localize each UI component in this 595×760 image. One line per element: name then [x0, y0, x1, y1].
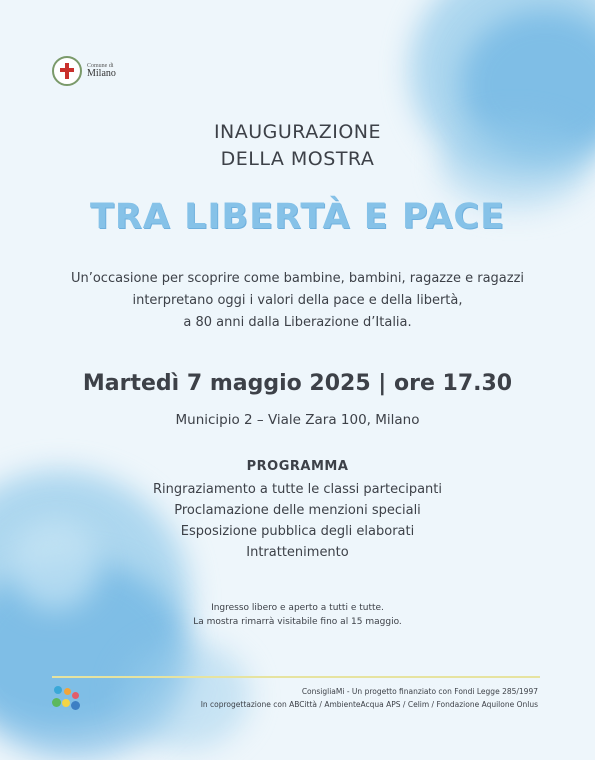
description-line: a 80 anni dalla Liberazione d’Italia.	[183, 315, 412, 330]
consigliami-logo-icon	[52, 686, 82, 712]
event-description	[0, 268, 595, 334]
milano-crest-icon	[52, 56, 82, 86]
event-notes	[0, 601, 595, 629]
event-place: Municipio 2 – Viale Zara 100, Milano	[175, 412, 420, 428]
logo-small-text: Comune di	[87, 63, 114, 69]
footer-divider	[52, 676, 540, 678]
program-item: Proclamazione delle menzioni speciali	[174, 503, 421, 518]
event-kicker-line1: INAUGURAZIONE	[213, 121, 382, 143]
note-line: La mostra rimarrà visitabile fino al 15 maggio.	[193, 617, 402, 627]
program-item: Intrattenimento	[246, 545, 349, 560]
event-title: TRA LIBERTÀ E PACE	[89, 197, 506, 237]
program-list	[0, 479, 595, 563]
program-item: Ringraziamento a tutte le classi partecipanti	[152, 482, 443, 497]
event-kicker-line2: DELLA MOSTRA	[220, 148, 375, 170]
program-item: Esposizione pubblica degli elaborati	[180, 524, 415, 539]
event-date: Martedì 7 maggio 2025 | ore 17.30	[82, 371, 513, 396]
note-line: Ingresso libero e aperto a tutti e tutte.	[211, 603, 384, 613]
footer-credits	[201, 685, 538, 711]
event-kicker	[0, 119, 595, 173]
description-line: interpretano oggi i valori della pace e della libertà,	[132, 293, 463, 308]
description-line: Un’occasione per scoprire come bambine, bambini, ragazze e ragazzi	[70, 271, 525, 286]
logo-big-text: Milano	[87, 68, 116, 79]
comune-milano-logo	[52, 56, 116, 86]
footer-line2: In coprogettazione con ABCittà / AmbienteAcqua APS / Celim / Fondazione Aquilone Onlus	[200, 700, 538, 709]
footer-line1: ConsigliaMi - Un progetto finanziato con Fondi Legge 285/1997	[301, 687, 538, 696]
program-title: PROGRAMMA	[246, 459, 349, 474]
